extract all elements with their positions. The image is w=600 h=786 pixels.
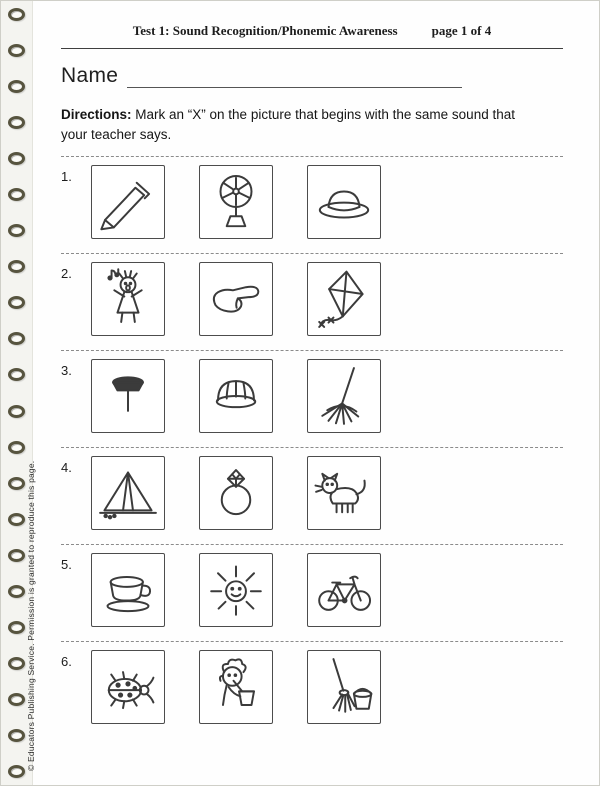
- test-row: [61, 641, 563, 736]
- page-content: [61, 1, 563, 785]
- picture-box-mop-and-bucket[interactable]: [307, 650, 381, 724]
- pen-icon: [97, 171, 159, 233]
- spiral-ring: [8, 332, 25, 345]
- row-number: 4.: [61, 460, 72, 476]
- row-number: 2.: [61, 266, 72, 282]
- test-rows: [61, 156, 563, 736]
- bicycle-icon: [313, 559, 375, 621]
- page-number: page 1 of 4: [431, 23, 492, 38]
- rake-icon: [313, 365, 375, 427]
- row-divider: [61, 544, 563, 545]
- test-row: [61, 350, 563, 445]
- name-input-line[interactable]: [127, 64, 462, 88]
- ring-icon: [205, 462, 267, 524]
- row-number: 6.: [61, 654, 72, 670]
- spiral-ring: [8, 513, 25, 526]
- picture-box-singing-girl[interactable]: [91, 262, 165, 336]
- spiral-ring: [8, 188, 25, 201]
- spiral-ring: [8, 693, 25, 706]
- picture-box-cat[interactable]: [307, 456, 381, 530]
- spiral-ring: [8, 260, 25, 273]
- singing-girl-icon: [97, 268, 159, 330]
- test-row: [61, 544, 563, 639]
- thumbtack-icon: [97, 365, 159, 427]
- row-divider: [61, 253, 563, 254]
- kite-icon: [313, 268, 375, 330]
- spiral-ring: [8, 44, 25, 57]
- name-label: Name: [61, 64, 119, 87]
- picture-box-rake[interactable]: [307, 359, 381, 433]
- spiral-ring: [8, 116, 25, 129]
- directions: [61, 105, 543, 144]
- picture-box-sun[interactable]: [199, 553, 273, 627]
- picture-box-kite[interactable]: [307, 262, 381, 336]
- test-row: [61, 253, 563, 348]
- spiral-ring: [8, 657, 25, 670]
- copyright-text: © Educators Publishing Service. Permission is granted to reproduce this page.: [26, 460, 36, 771]
- picture-box-fan[interactable]: [199, 165, 273, 239]
- spiral-ring: [8, 152, 25, 165]
- spiral-ring: [8, 80, 25, 93]
- spiral-ring: [8, 224, 25, 237]
- picture-box-ladybug[interactable]: [91, 650, 165, 724]
- row-number: 1.: [61, 169, 72, 185]
- spiral-ring: [8, 477, 25, 490]
- spiral-ring: [8, 765, 25, 778]
- spiral-ring: [8, 549, 25, 562]
- test-row: [61, 156, 563, 251]
- row-divider: [61, 156, 563, 157]
- picture-box-thumb[interactable]: [199, 262, 273, 336]
- row-number: 5.: [61, 557, 72, 573]
- directions-label: Directions:: [61, 107, 132, 122]
- picture-box-tent[interactable]: [91, 456, 165, 530]
- picture-box-cap[interactable]: [199, 359, 273, 433]
- ladybug-icon: [97, 656, 159, 718]
- spiral-ring: [8, 368, 25, 381]
- spiral-ring: [8, 296, 25, 309]
- picture-box-thumbtack[interactable]: [91, 359, 165, 433]
- thumb-icon: [205, 268, 267, 330]
- picture-box-pen[interactable]: [91, 165, 165, 239]
- row-divider: [61, 350, 563, 351]
- spiral-ring: [8, 729, 25, 742]
- spiral-ring: [8, 621, 25, 634]
- mop-and-bucket-icon: [313, 656, 375, 718]
- row-divider: [61, 641, 563, 642]
- spiral-ring: [8, 441, 25, 454]
- picture-box-ring[interactable]: [199, 456, 273, 530]
- sun-icon: [205, 559, 267, 621]
- row-number: 3.: [61, 363, 72, 379]
- picture-box-child-drinking[interactable]: [199, 650, 273, 724]
- spiral-ring: [8, 8, 25, 21]
- test-row: [61, 447, 563, 542]
- picture-box-hat[interactable]: [307, 165, 381, 239]
- picture-box-teacup[interactable]: [91, 553, 165, 627]
- teacup-icon: [97, 559, 159, 621]
- page-header: [61, 23, 563, 39]
- hat-icon: [313, 171, 375, 233]
- tent-icon: [97, 462, 159, 524]
- name-row: [61, 64, 563, 88]
- picture-box-bicycle[interactable]: [307, 553, 381, 627]
- page-title: Test 1: Sound Recognition/Phonemic Awareness: [132, 23, 398, 38]
- row-divider: [61, 447, 563, 448]
- directions-text: Mark an “X” on the picture that begins with the same sound that your teacher says.: [61, 107, 515, 142]
- spiral-ring: [8, 405, 25, 418]
- spiral-ring: [8, 585, 25, 598]
- child-drinking-icon: [205, 656, 267, 718]
- header-rule: [61, 48, 563, 49]
- fan-icon: [205, 171, 267, 233]
- cap-icon: [205, 365, 267, 427]
- cat-icon: [313, 462, 375, 524]
